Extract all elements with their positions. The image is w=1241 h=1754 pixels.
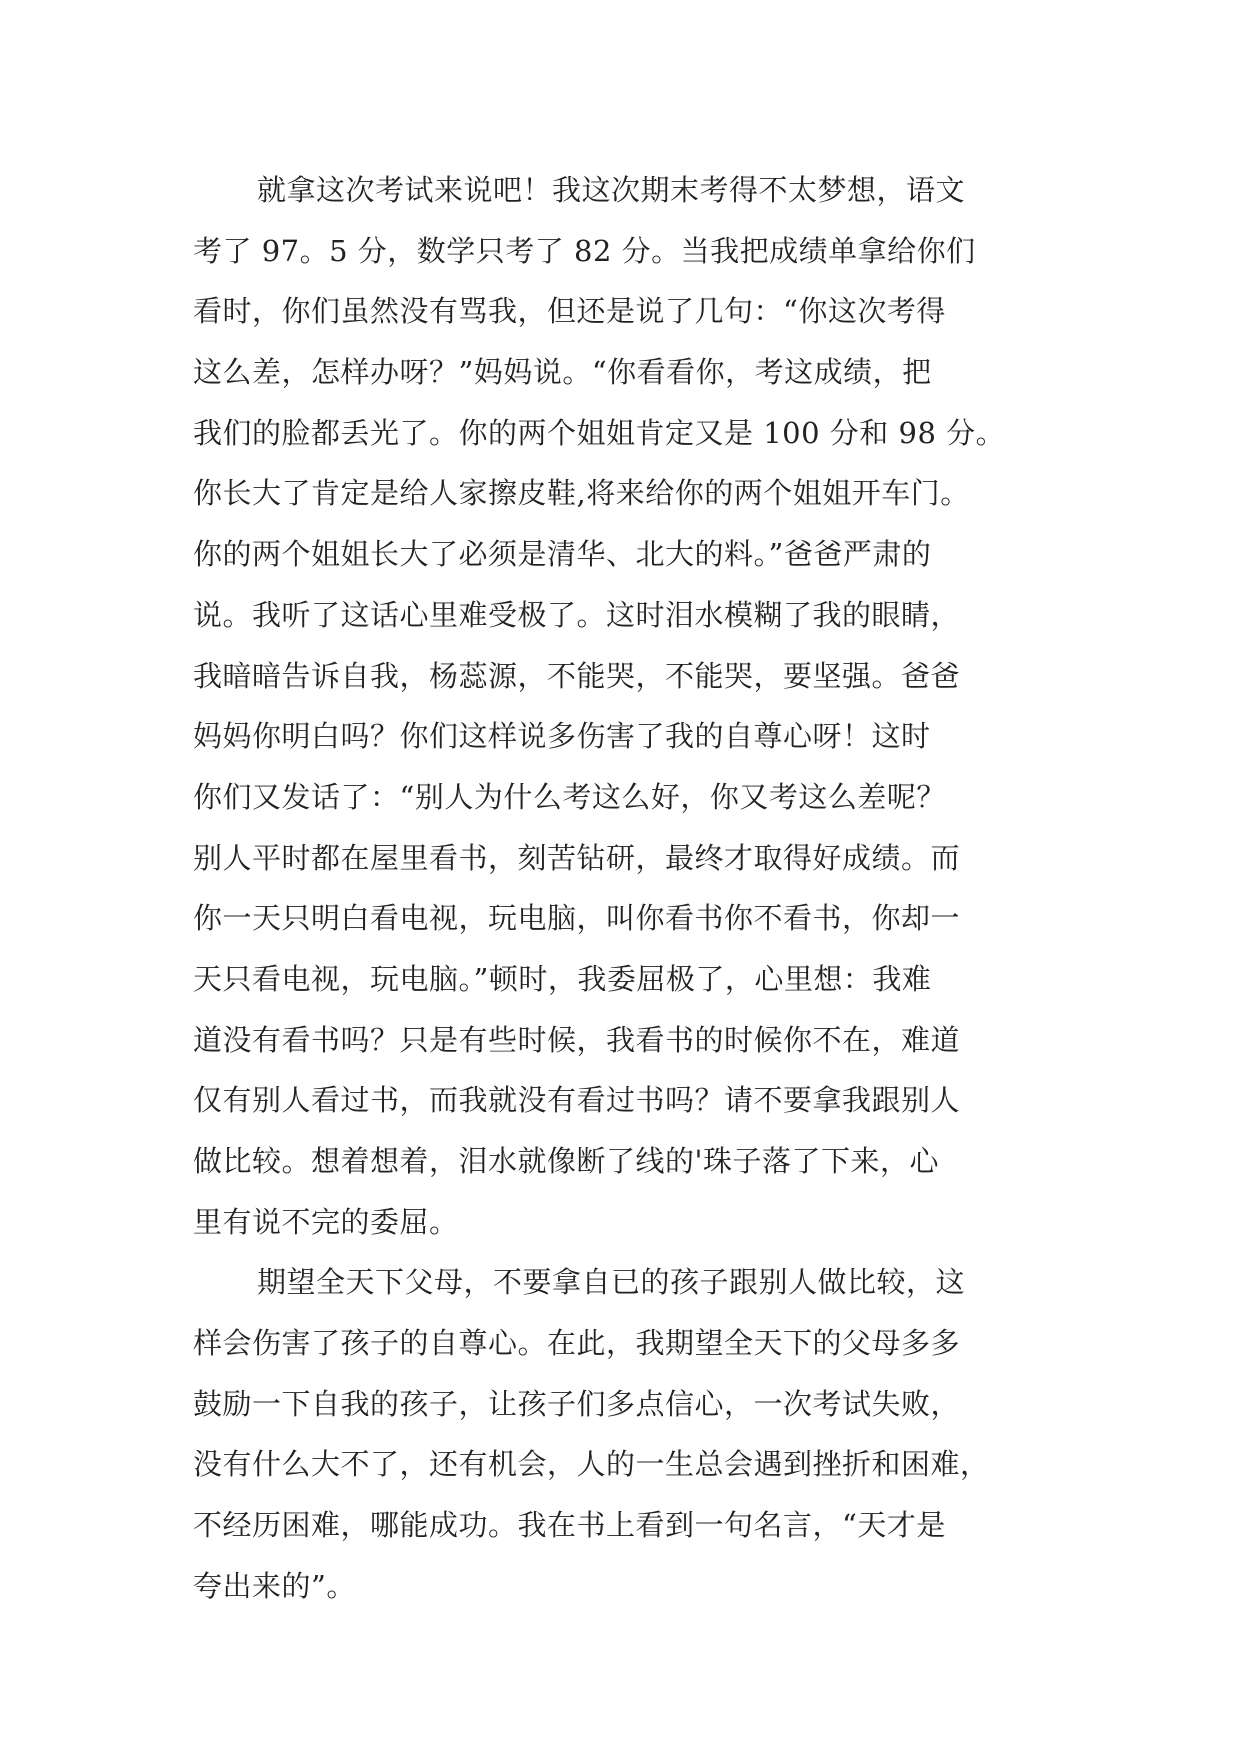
paragraph-2-line-2: 样会伤害了孩子的自尊心。在此，我期望全天下的父母多多 <box>193 1326 961 1361</box>
paragraph-1-line-10: 妈妈你明白吗？你们这样说多伤害了我的自尊心呀！这时 <box>193 719 931 754</box>
paragraph-2-line-5: 不经历困难，哪能成功。我在书上看到一句名言，“天才是 <box>193 1508 946 1543</box>
paragraph-2-line-6: 夸出来的”。 <box>193 1568 356 1603</box>
paragraph-1-line-9: 我暗暗告诉自我，杨蕊源，不能哭，不能哭，要坚强。爸爸 <box>193 658 961 693</box>
paragraph-1-line-13: 你一天只明白看电视，玩电脑，叫你看书你不看书，你却一 <box>193 901 961 936</box>
paragraph-1-line-4: 这么差，怎样办呀？”妈妈说。“你看看你，考这成绩，把 <box>193 355 932 390</box>
paragraph-1-line-5: 我们的脸都丢光了。你的两个姐姐肯定又是 100 分和 98 分。 <box>193 415 1006 450</box>
document-body <box>193 160 1053 1617</box>
paragraph-1-line-2: 考了 97。5 分，数学只考了 82 分。当我把成绩单拿给你们 <box>193 233 976 268</box>
paragraph-2 <box>193 1252 1053 1616</box>
paragraph-1-line-6: 你长大了肯定是给人家擦皮鞋,将来给你的两个姐姐开车门。 <box>193 476 970 511</box>
paragraph-1-line-16: 仅有别人看过书，而我就没有看过书吗？请不要拿我跟别人 <box>193 1083 961 1118</box>
paragraph-1-line-14: 天只看电视，玩电脑。”顿时，我委屈极了，心里想：我难 <box>193 961 932 996</box>
paragraph-1-line-12: 别人平时都在屋里看书，刻苦钻研，最终才取得好成绩。而 <box>193 840 961 875</box>
paragraph-1-line-7: 你的两个姐姐长大了必须是清华、北大的料。”爸爸严肃的 <box>193 537 932 572</box>
paragraph-2-line-3: 鼓励一下自我的孩子，让孩子们多点信心，一次考试失败， <box>193 1386 961 1421</box>
paragraph-1-line-3: 看时，你们虽然没有骂我，但还是说了几句：“你这次考得 <box>193 294 946 329</box>
paragraph-2-line-4: 没有什么大不了，还有机会，人的一生总会遇到挫折和困难， <box>193 1447 990 1482</box>
paragraph-1 <box>193 160 1053 1252</box>
paragraph-1-line-17: 做比较。想着想着，泪水就像断了线的'珠子落了下来，心 <box>193 1144 939 1178</box>
paragraph-2-line-1: 期望全天下父母，不要拿自已的孩子跟别人做比较，这 <box>257 1265 966 1300</box>
paragraph-1-line-11: 你们又发话了：“别人为什么考这么好，你又考这么差呢？ <box>193 779 946 814</box>
paragraph-1-line-8: 说。我听了这话心里难受极了。这时泪水模糊了我的眼睛， <box>193 597 961 632</box>
paragraph-1-line-15: 道没有看书吗？只是有些时候，我看书的时候你不在，难道 <box>193 1022 961 1057</box>
paragraph-1-line-1: 就拿这次考试来说吧！我这次期末考得不太梦想，语文 <box>257 173 966 207</box>
paragraph-1-line-18: 里有说不完的委屈。 <box>193 1204 459 1239</box>
